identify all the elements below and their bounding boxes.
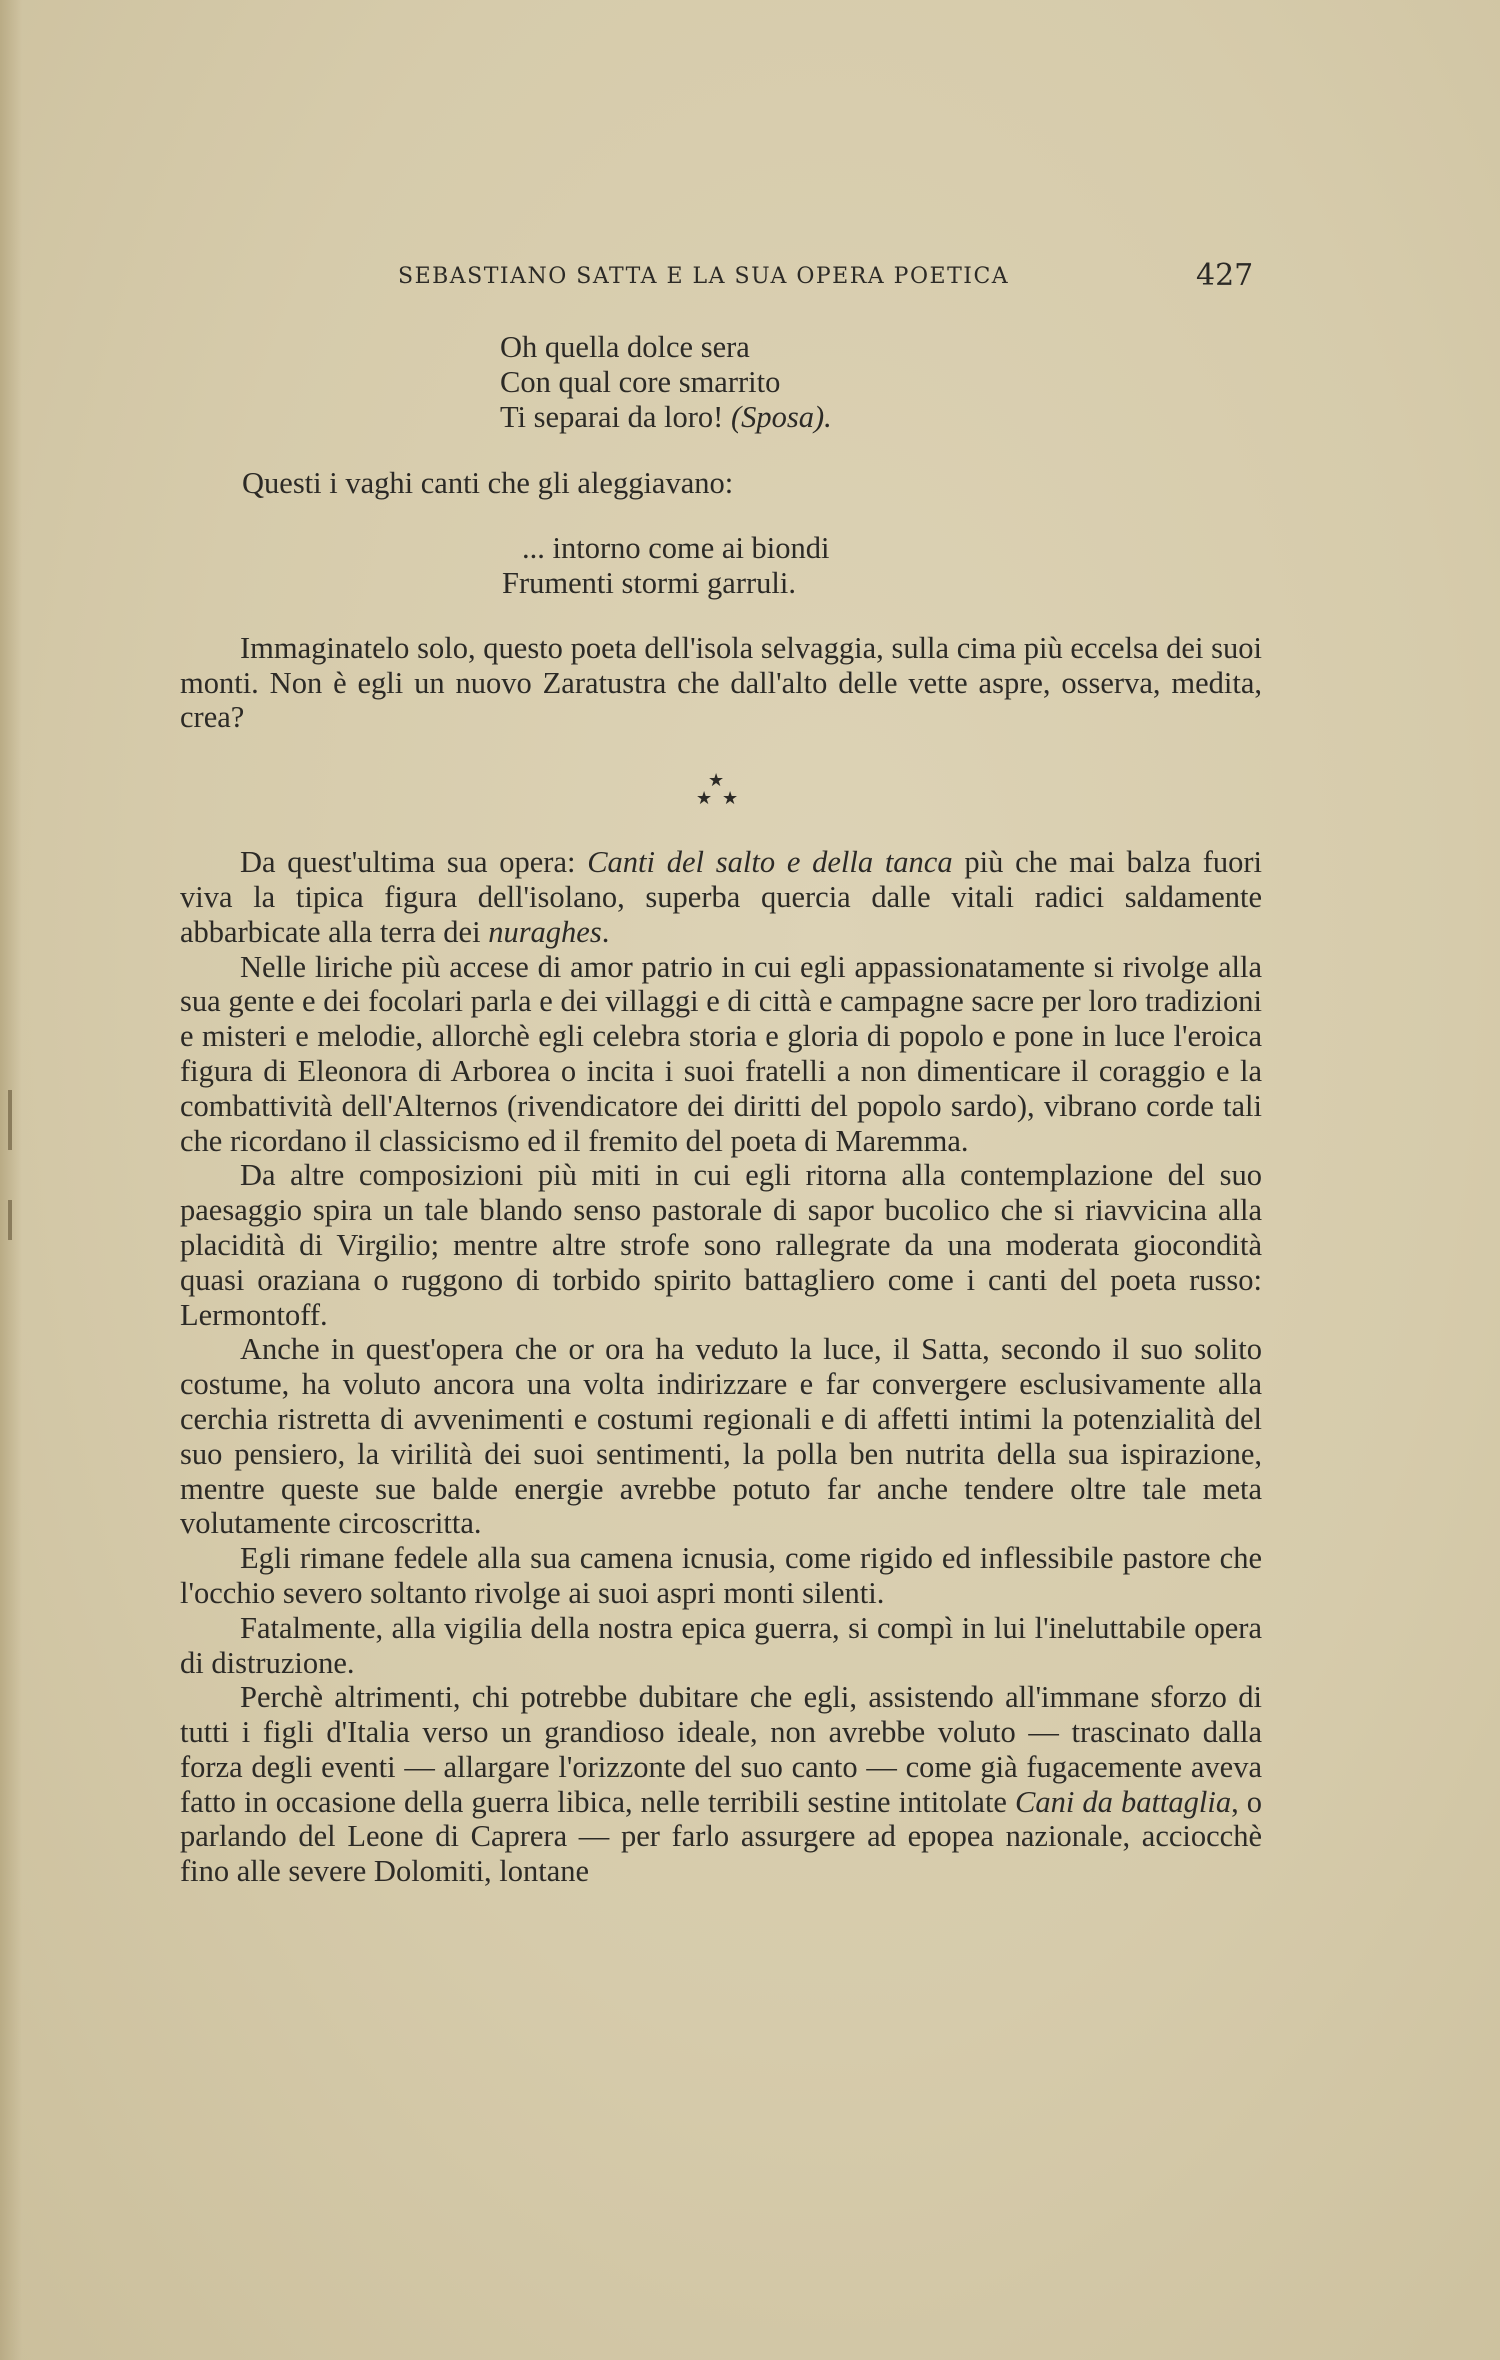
verse-line: ... intorno come ai biondi: [522, 531, 830, 566]
body-text: [180, 330, 1262, 1889]
work-title: Canti del salto e della tanca: [587, 845, 953, 880]
work-title: Cani da battaglia: [1015, 1784, 1232, 1819]
margin-mark: [8, 1200, 12, 1240]
verse-quote: [180, 531, 1262, 601]
paragraph: Egli rimane fedele alla sua camena icnusia, come rigido ed inflessibile pastore che l'occhio severo soltanto rivolge ai suoi aspri monti silenti.: [180, 1541, 1262, 1610]
paragraph: Da quest'ultima sua opera: Canti del salto e della tanca più che mai balza fuori viva la tipica figura dell'isolano, superba quercia dalle vitali radici saldamente abbarbicate alla terra dei nuraghes.: [180, 845, 1262, 949]
verse-source: (Sposa).: [730, 399, 832, 434]
running-head: [0, 258, 1500, 298]
verse-line: Con qual core smarrito: [500, 364, 781, 399]
verse-quote: [180, 330, 1262, 434]
verse-line: Oh quella dolce sera: [500, 330, 750, 364]
paragraph: Immaginatelo solo, questo poeta dell'isola selvaggia, sulla cima più eccelsa dei suoi monti. Non è egli un nuovo Zaratustra che dall'alto delle vette aspre, osserva, medita, crea?: [180, 630, 1262, 735]
verse-line: Frumenti stormi garruli.: [502, 565, 796, 600]
paragraph: Fatalmente, alla vigilia della nostra epica guerra, si compì in lui l'ineluttabile opera di distruzione.: [180, 1610, 1262, 1680]
section-separator: ★ ★ ★: [696, 770, 739, 809]
verse-line: Ti separai da loro! (Sposa).: [500, 399, 832, 434]
paragraph: Da altre composizioni più miti in cui egli ritorna alla contemplazione del suo paesaggio spira un tale blando senso pastorale di sapor bucolico che si riavvicina alla placidità di Virgilio; mentre altre strofe sono rallegrate da una moderata giocondità quasi oraziana o ruggono di torbido spirito battagliero come i canti del poeta russo: Lermontoff.: [180, 1158, 1262, 1332]
margin-mark: [8, 1090, 12, 1150]
paragraph: Questi i vaghi canti che gli aleggiavano:: [242, 466, 734, 501]
running-title: SEBASTIANO SATTA E LA SUA OPERA POETICA: [398, 264, 1010, 289]
page-edge-shadow: [0, 0, 22, 2360]
paragraph: Perchè altrimenti, chi potrebbe dubitare che egli, assistendo all'immane sforzo di tutti i figli d'Italia verso un grandioso ideale, non avrebbe voluto — trascinato dalla forza degli eventi — allargare l'orizzonte del suo canto — come già fugacemente aveva fatto in occasione della guerra libica, nelle terribili sestine intitolate Cani da battaglia, o parlando del Leone di Caprera — per farlo assurgere ad epopea nazionale, acciocchè fino alle severe Dolomiti, lontane: [180, 1680, 1263, 1889]
paragraph: Anche in quest'opera che or ora ha veduto la luce, il Satta, secondo il suo solito costume, ha voluto ancora una volta indirizzare e far convergere esclusivamente alla cerchia ristretta di avvenimenti e costumi regionali e di affetti intimi la potenzialità del suo pensiero, la virilità dei suoi sentimenti, la polla ben nutrita della sua ispirazione, mentre queste sue balde energie avrebbe potuto far anche tendere oltre tale meta volutamente circoscritta.: [180, 1332, 1262, 1541]
page-number: 427: [1196, 258, 1254, 293]
paragraph: Nelle liriche più accese di amor patrio in cui egli appassionatamente si rivolge alla sua gente e dei focolari parla e dei villaggi e di città e campagne sacre per loro tradizioni e misteri e melodie, allorchè egli celebra storia e gloria di popolo e pone in luce l'eroica figura di Eleonora di Arborea o incita i suoi fratelli a non dimenticare il coraggio e la combattività dell'Alternos (rivendicatore dei diritti del popolo sardo), vibrano corde tali che ricordano il classicismo ed il fremito del poeta di Maremma.: [180, 949, 1262, 1158]
term: nuraghes: [488, 914, 602, 949]
